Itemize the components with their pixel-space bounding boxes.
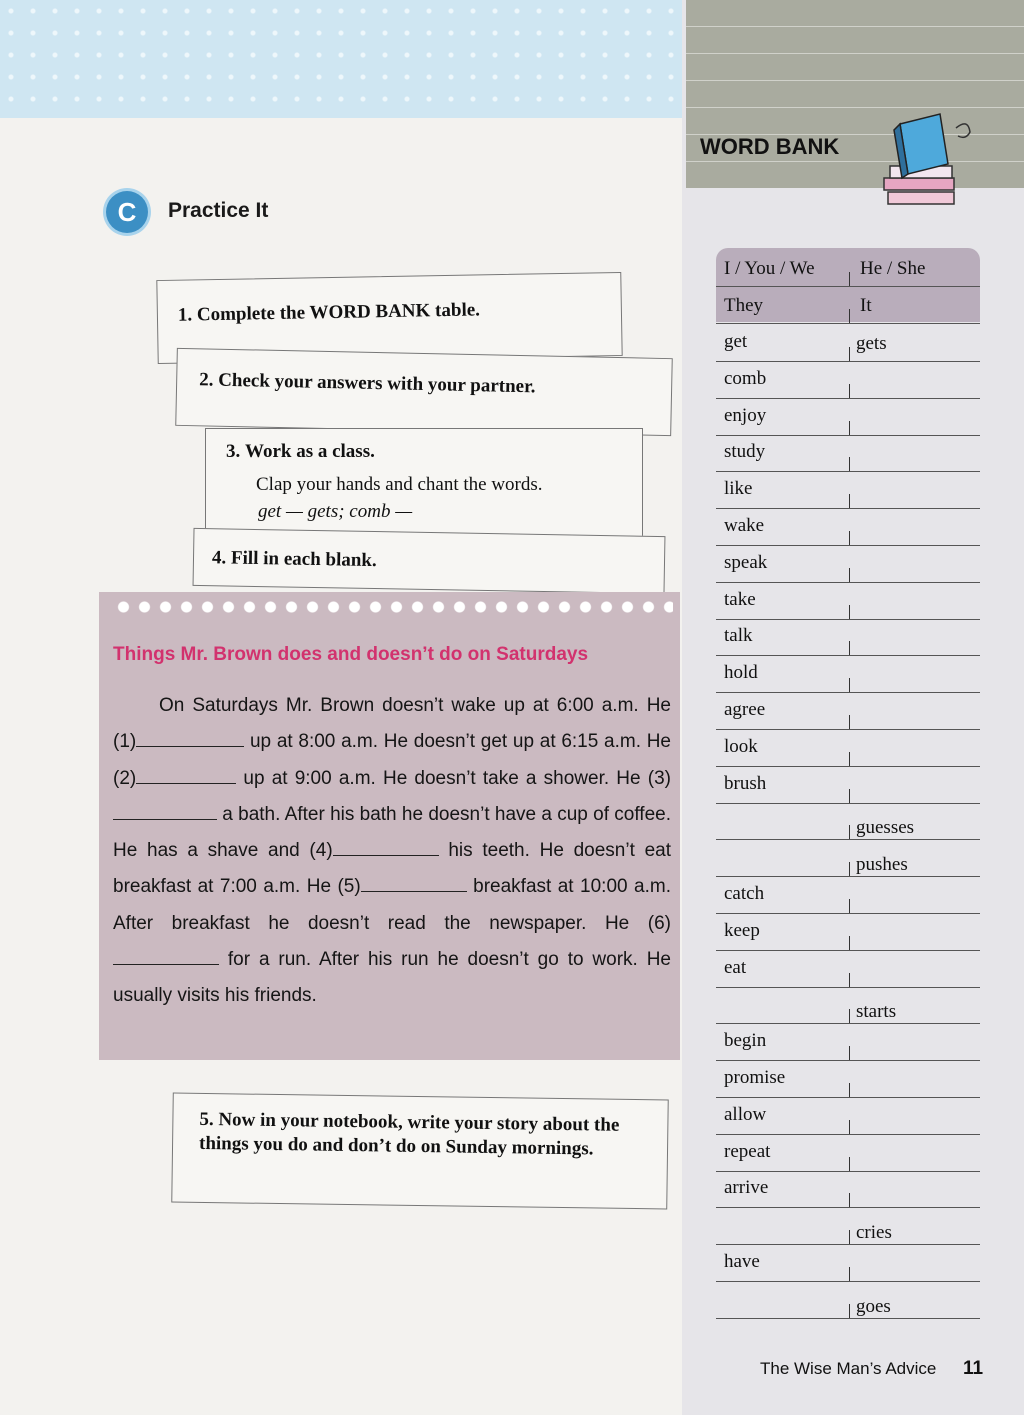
word-bank-row: [716, 619, 980, 656]
column-separator: [849, 309, 850, 323]
instruction-example: get — gets; comb —: [258, 501, 413, 522]
word-bank-row: [716, 656, 980, 693]
word-bank-row: [716, 914, 980, 951]
word-base-form: talk: [724, 625, 753, 647]
instruction-card-5: [171, 1093, 668, 1210]
blank-6[interactable]: [113, 946, 219, 965]
word-bank-row: [716, 1098, 980, 1135]
column-separator: [849, 347, 850, 361]
word-bank-row: [716, 951, 980, 988]
word-third-person-form: cries: [856, 1222, 892, 1244]
binder-dots: [113, 600, 673, 614]
column-separator: [849, 1046, 850, 1060]
instruction-text: Check your answers with your partner.: [217, 369, 536, 398]
word-bank-row: [716, 546, 980, 583]
blank-3[interactable]: [113, 801, 217, 820]
column-separator: [849, 899, 850, 913]
word-bank-row: [716, 1135, 980, 1172]
story-line: up at 8:00 a.m. He doesn’t get up at 6:15 a.m. He (2): [113, 731, 671, 789]
instruction-number: 3.: [226, 441, 241, 462]
word-base-form: comb: [724, 367, 767, 389]
word-bank-title: WORD BANK: [700, 134, 840, 159]
column-separator: [849, 568, 850, 582]
column-separator: [849, 973, 850, 987]
word-base-form: repeat: [724, 1140, 771, 1162]
word-bank-row: [716, 399, 980, 436]
word-base-form: wake: [724, 515, 765, 536]
word-bank-row: [716, 583, 980, 620]
instruction-text-end: table.: [430, 299, 481, 322]
word-third-person-form: gets: [856, 333, 887, 354]
word-bank-row: [716, 1245, 980, 1282]
word-bank-row: [716, 693, 980, 730]
instruction-card-3: [205, 428, 643, 538]
word-bank-row: [716, 987, 980, 1024]
word-bank-row: [716, 1208, 980, 1245]
column-separator: [849, 457, 850, 471]
word-base-form: arrive: [724, 1177, 769, 1199]
column-separator: [849, 678, 850, 692]
column-separator: [849, 1083, 850, 1097]
word-bank-row: [716, 325, 980, 362]
story-line: up at 9:00 a.m. He doesn’t take a shower. He (3): [236, 767, 671, 789]
word-base-form: get: [724, 331, 748, 352]
word-base-form: catch: [724, 883, 765, 904]
word-base-form: study: [724, 441, 766, 463]
word-base-form: allow: [724, 1103, 767, 1125]
section-title: Practice It: [168, 199, 269, 222]
blank-5[interactable]: [361, 873, 467, 892]
word-bank-row: [716, 509, 980, 546]
decorative-header-band: [0, 0, 686, 118]
word-bank-row: [716, 1282, 980, 1319]
word-third-person-form: guesses: [856, 817, 915, 839]
word-base-form: like: [724, 478, 753, 500]
column-separator: [849, 752, 850, 766]
word-bank-header-row: [716, 287, 980, 324]
column-separator: [849, 1230, 850, 1244]
word-bank-row: [716, 362, 980, 399]
word-base-form: keep: [724, 919, 760, 941]
story-line: On Saturdays Mr. Brown doesn’t wake up at 6:00 a.m.: [159, 695, 639, 716]
word-bank-row: [716, 435, 980, 472]
instruction-number: 4.: [211, 547, 227, 569]
instruction-subtext: Clap your hands and chant the words.: [256, 474, 543, 495]
column-separator: [849, 862, 850, 876]
word-bank-row: [716, 877, 980, 914]
blank-1[interactable]: [136, 728, 244, 747]
word-base-form: brush: [724, 772, 767, 794]
word-base-form: agree: [724, 699, 766, 720]
instruction-number: 2.: [198, 369, 214, 391]
word-base-form: enjoy: [724, 404, 767, 426]
word-bank-row: [716, 472, 980, 509]
instruction-bold: WORD BANK: [309, 300, 431, 324]
word-base-form: promise: [724, 1067, 786, 1088]
instruction-number: 1.: [177, 304, 193, 326]
word-base-form: speak: [724, 551, 768, 573]
page-number: 11: [963, 1358, 984, 1379]
column-separator: [849, 421, 850, 435]
column-separator: [849, 1193, 850, 1207]
column-separator: [849, 272, 850, 286]
column-separator: [849, 715, 850, 729]
column-separator: [849, 1267, 850, 1281]
word-base-form: have: [724, 1251, 760, 1272]
column-separator: [849, 1304, 850, 1318]
column-separator: [849, 1120, 850, 1134]
instruction-card-4: [193, 528, 666, 594]
story-line: a bath. After his bath he doesn’t have a cup of coffee. He has a shave and (4): [113, 803, 671, 862]
word-base-form: hold: [724, 662, 758, 684]
header-cell-third-person: He / She: [860, 258, 926, 279]
word-bank-row: [716, 730, 980, 767]
word-bank-row: [716, 767, 980, 804]
instruction-text: Fill in each blank.: [230, 547, 377, 572]
word-base-form: look: [724, 735, 758, 757]
instruction-card-2: [175, 348, 673, 436]
books-icon: [880, 108, 976, 212]
word-third-person-form: goes: [856, 1295, 891, 1317]
blank-4[interactable]: [333, 837, 439, 856]
instruction-text: Work as a class.: [245, 441, 375, 462]
column-separator: [849, 531, 850, 545]
column-separator: [849, 641, 850, 655]
word-bank-row: [716, 1061, 980, 1098]
word-base-form: eat: [724, 956, 747, 978]
header-cell-base: I / You / We: [724, 258, 815, 279]
column-separator: [849, 825, 850, 839]
blank-2[interactable]: [136, 765, 236, 784]
instruction-number: 5.: [199, 1108, 214, 1131]
column-separator: [849, 936, 850, 950]
story-box: [99, 592, 680, 1060]
column-separator: [849, 1009, 850, 1023]
word-base-form: begin: [724, 1030, 767, 1052]
word-bank-row: [716, 1024, 980, 1061]
story-title: Things Mr. Brown does and doesn’t do on Saturdays: [113, 644, 589, 665]
instruction-text: Now in your notebook, write your story about the things you do and don’t do on Sunday mornings.: [198, 1109, 620, 1160]
word-third-person-form: starts: [856, 1001, 897, 1023]
word-bank-row: [716, 840, 980, 877]
section-badge: C: [106, 191, 148, 233]
story-line: breakfast at 10:00 a.m. After breakfast he doesn’t read the newspaper. He (6): [113, 876, 671, 934]
header-cell-third-person: It: [860, 295, 872, 316]
story-line: for a run. After his run he doesn’t go to work. He usually visits his friends.: [113, 949, 671, 1007]
word-third-person-form: pushes: [856, 854, 908, 876]
story-line: He (1): [113, 695, 671, 753]
word-bank-row: [716, 1171, 980, 1208]
word-bank-header-row: [716, 250, 980, 287]
column-separator: [849, 494, 850, 508]
column-separator: [849, 1157, 850, 1171]
story-line: his teeth. He doesn’t eat breakfast at 7:00 a.m. He (5): [113, 840, 671, 898]
instruction-text: Complete the: [196, 302, 310, 326]
column-separator: [849, 789, 850, 803]
column-separator: [849, 384, 850, 398]
column-separator: [849, 605, 850, 619]
word-bank-row: [716, 803, 980, 840]
header-cell-base: They: [724, 295, 764, 316]
footer-title: The Wise Man’s Advice: [760, 1359, 937, 1378]
story-text: [113, 688, 671, 1015]
word-base-form: take: [724, 588, 756, 610]
